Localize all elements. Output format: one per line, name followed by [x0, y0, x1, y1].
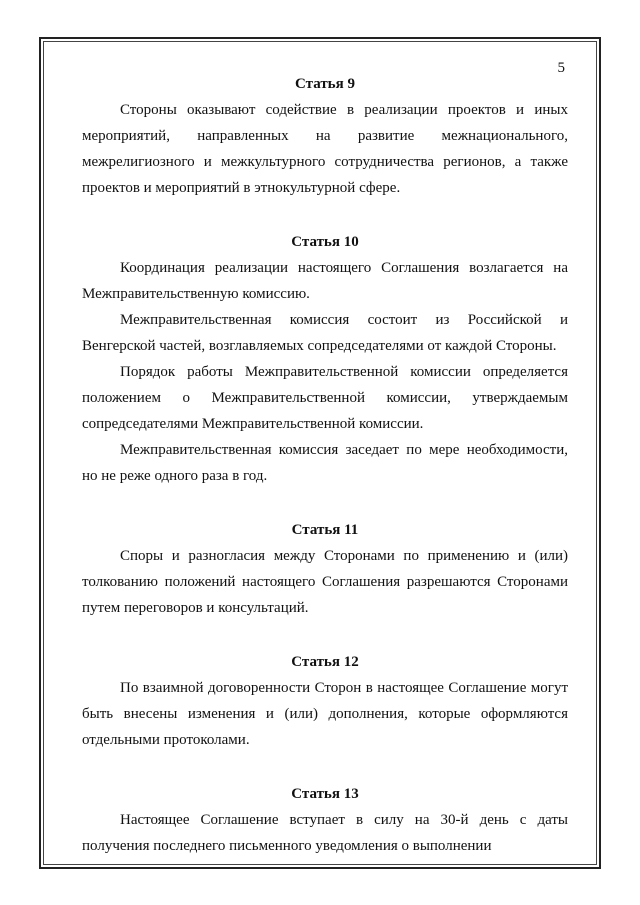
article-paragraph: Межправительственная комиссия заседает по мере необходимости, но не реже одного раза в год. [82, 442, 568, 484]
document-body [82, 71, 568, 859]
article-heading: Статья 13 [291, 786, 359, 802]
article-12 [82, 649, 568, 753]
article-11 [82, 517, 568, 621]
article-10 [82, 229, 568, 489]
article-paragraph: Стороны оказывают содействие в реализации проектов и иных мероприятий, направленных на развитие межнационального, межрелигиозного и межкультурного сотрудничества регионов, а также проектов и мероприятий в этнокультурной сфере. [82, 102, 568, 196]
article-paragraph: Настоящее Соглашение вступает в силу на 30-й день с даты получения последнего письменного уведомления о выполнении [82, 812, 568, 854]
article-paragraph: Споры и разногласия между Сторонами по применению и (или) толкованию положений настоящего Соглашения разрешаются Сторонами путем переговоров и консультаций. [82, 548, 568, 616]
article-heading: Статья 9 [295, 76, 355, 92]
article-13 [82, 781, 568, 859]
article-9 [82, 71, 568, 201]
page-number: 5 [557, 60, 565, 76]
article-paragraph: Координация реализации настоящего Соглашения возлагается на Межправительственную комиссию. [82, 260, 568, 302]
article-heading: Статья 11 [291, 522, 359, 538]
article-paragraph: Межправительственная комиссия состоит из Российской и Венгерской частей, возглавляемых сопредседателями от каждой Стороны. [82, 312, 568, 354]
article-heading: Статья 10 [291, 234, 359, 250]
article-heading: Статья 12 [291, 654, 359, 670]
article-paragraph: Порядок работы Межправительственной комиссии определяется положением о Межправительственной комиссии, утверждаемым сопредседателями Межправительственной комиссии. [82, 364, 568, 432]
article-paragraph: По взаимной договоренности Сторон в настоящее Соглашение могут быть внесены изменения и (или) дополнения, которые оформляются отдельными протоколами. [82, 680, 568, 748]
